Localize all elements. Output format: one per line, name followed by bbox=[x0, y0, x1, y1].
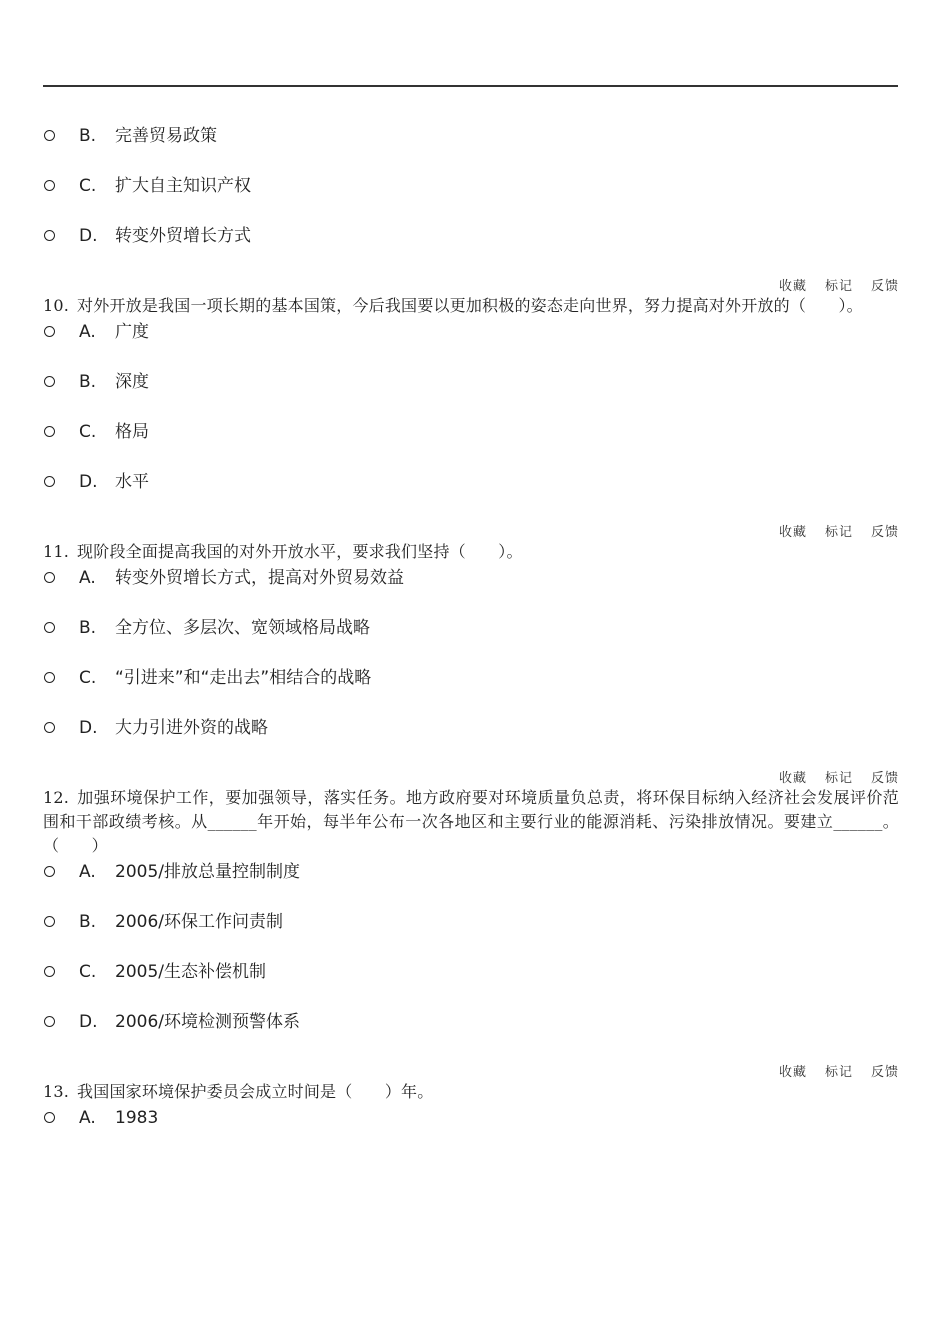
option-text: 广度 bbox=[115, 322, 149, 342]
question-number: 11. bbox=[43, 542, 70, 561]
feedback-button[interactable]: 反馈 bbox=[870, 771, 899, 786]
radio-icon[interactable] bbox=[44, 130, 55, 141]
radio-icon[interactable] bbox=[44, 916, 55, 927]
mark-button[interactable]: 标记 bbox=[824, 1065, 853, 1080]
option-letter: D. bbox=[79, 1012, 98, 1032]
option-text: 全方位、多层次、宽领域格局战略 bbox=[115, 618, 370, 638]
option-text: 2006/环保工作问责制 bbox=[115, 912, 283, 932]
option-10-b[interactable] bbox=[43, 368, 899, 418]
option-text: 转变外贸增长方式 bbox=[115, 226, 251, 246]
option-13-a[interactable] bbox=[43, 1104, 899, 1154]
option-text: 1983 bbox=[115, 1108, 159, 1128]
question-number: 10. bbox=[43, 296, 70, 315]
option-10-d[interactable] bbox=[43, 468, 899, 518]
option-text: “引进来”和“走出去”相结合的战略 bbox=[115, 668, 372, 688]
favorite-button[interactable]: 收藏 bbox=[778, 279, 807, 294]
question-stem bbox=[43, 1080, 899, 1104]
feedback-button[interactable]: 反馈 bbox=[870, 525, 899, 540]
radio-icon[interactable] bbox=[44, 1016, 55, 1027]
question-list bbox=[43, 122, 899, 1154]
radio-icon[interactable] bbox=[44, 476, 55, 487]
option-11-a[interactable] bbox=[43, 564, 899, 614]
mark-button[interactable]: 标记 bbox=[824, 279, 853, 294]
option-letter: B. bbox=[79, 618, 97, 638]
option-letter: B. bbox=[79, 126, 97, 146]
option-letter: D. bbox=[79, 226, 98, 246]
feedback-button[interactable]: 反馈 bbox=[870, 1065, 899, 1080]
question-12 bbox=[43, 766, 899, 1058]
option-11-d[interactable] bbox=[43, 714, 899, 764]
option-letter: A. bbox=[79, 1108, 96, 1128]
feedback-button[interactable]: 反馈 bbox=[870, 279, 899, 294]
question-number: 12. bbox=[43, 788, 70, 807]
question-actions bbox=[43, 274, 899, 294]
radio-icon[interactable] bbox=[44, 426, 55, 437]
radio-icon[interactable] bbox=[44, 672, 55, 683]
option-12-c[interactable] bbox=[43, 958, 899, 1008]
favorite-button[interactable]: 收藏 bbox=[778, 525, 807, 540]
radio-icon[interactable] bbox=[44, 572, 55, 583]
question-number: 13. bbox=[43, 1082, 70, 1101]
option-letter: A. bbox=[79, 862, 96, 882]
option-12-b[interactable] bbox=[43, 908, 899, 958]
option-11-c[interactable] bbox=[43, 664, 899, 714]
option-text: 2005/生态补偿机制 bbox=[115, 962, 266, 982]
favorite-button[interactable]: 收藏 bbox=[778, 1065, 807, 1080]
question-actions bbox=[43, 766, 899, 786]
option-letter: D. bbox=[79, 472, 98, 492]
option-text: 转变外贸增长方式，提高对外贸易效益 bbox=[115, 568, 404, 588]
option-letter: B. bbox=[79, 372, 97, 392]
option-text: 水平 bbox=[115, 472, 149, 492]
question-stem bbox=[43, 540, 899, 564]
option-text: 格局 bbox=[115, 422, 149, 442]
radio-icon[interactable] bbox=[44, 180, 55, 191]
option-letter: B. bbox=[79, 912, 97, 932]
radio-icon[interactable] bbox=[44, 722, 55, 733]
radio-icon[interactable] bbox=[44, 376, 55, 387]
option-12-d[interactable] bbox=[43, 1008, 899, 1058]
mark-button[interactable]: 标记 bbox=[824, 525, 853, 540]
option-text: 深度 bbox=[115, 372, 149, 392]
option-text: 2006/环境检测预警体系 bbox=[115, 1012, 300, 1032]
option-text: 完善贸易政策 bbox=[115, 126, 217, 146]
mark-button[interactable]: 标记 bbox=[824, 771, 853, 786]
radio-icon[interactable] bbox=[44, 966, 55, 977]
radio-icon[interactable] bbox=[44, 866, 55, 877]
radio-icon[interactable] bbox=[44, 230, 55, 241]
question-stem bbox=[43, 294, 899, 318]
question-stem bbox=[43, 786, 899, 858]
option-letter: C. bbox=[79, 668, 97, 688]
option-letter: C. bbox=[79, 422, 97, 442]
question-actions bbox=[43, 520, 899, 540]
radio-icon[interactable] bbox=[44, 622, 55, 633]
option-letter: A. bbox=[79, 322, 96, 342]
question-9-options bbox=[43, 122, 899, 272]
option-text: 扩大自主知识产权 bbox=[115, 176, 251, 196]
option-9-b[interactable] bbox=[43, 122, 899, 172]
option-9-c[interactable] bbox=[43, 172, 899, 222]
option-letter: C. bbox=[79, 962, 97, 982]
option-10-a[interactable] bbox=[43, 318, 899, 368]
question-text: 对外开放是我国一项长期的基本国策，今后我国要以更加积极的姿态走向世界，努力提高对外开放的（ ）。 bbox=[77, 296, 863, 315]
option-10-c[interactable] bbox=[43, 418, 899, 468]
question-11 bbox=[43, 520, 899, 764]
option-text: 2005/排放总量控制制度 bbox=[115, 862, 300, 882]
option-12-a[interactable] bbox=[43, 858, 899, 908]
radio-icon[interactable] bbox=[44, 326, 55, 337]
question-10 bbox=[43, 274, 899, 518]
option-text: 大力引进外资的战略 bbox=[115, 718, 268, 738]
option-9-d[interactable] bbox=[43, 222, 899, 272]
question-text: 现阶段全面提高我国的对外开放水平，要求我们坚持（ ）。 bbox=[77, 542, 523, 561]
radio-icon[interactable] bbox=[44, 1112, 55, 1123]
question-text: 我国国家环境保护委员会成立时间是（ ）年。 bbox=[77, 1082, 434, 1101]
option-letter: D. bbox=[79, 718, 98, 738]
option-letter: C. bbox=[79, 176, 97, 196]
option-11-b[interactable] bbox=[43, 614, 899, 664]
question-13 bbox=[43, 1060, 899, 1154]
top-divider bbox=[43, 85, 898, 87]
question-text: 加强环境保护工作，要加强领导，落实任务。地方政府要对环境质量负总责，将环保目标纳入经济社会发展评价范围和干部政绩考核。从______年开始，每半年公布一次各地区和主要行业的能源消耗、污染排放情况。要建立______。（ ） bbox=[43, 788, 899, 855]
option-letter: A. bbox=[79, 568, 96, 588]
question-actions bbox=[43, 1060, 899, 1080]
favorite-button[interactable]: 收藏 bbox=[778, 771, 807, 786]
